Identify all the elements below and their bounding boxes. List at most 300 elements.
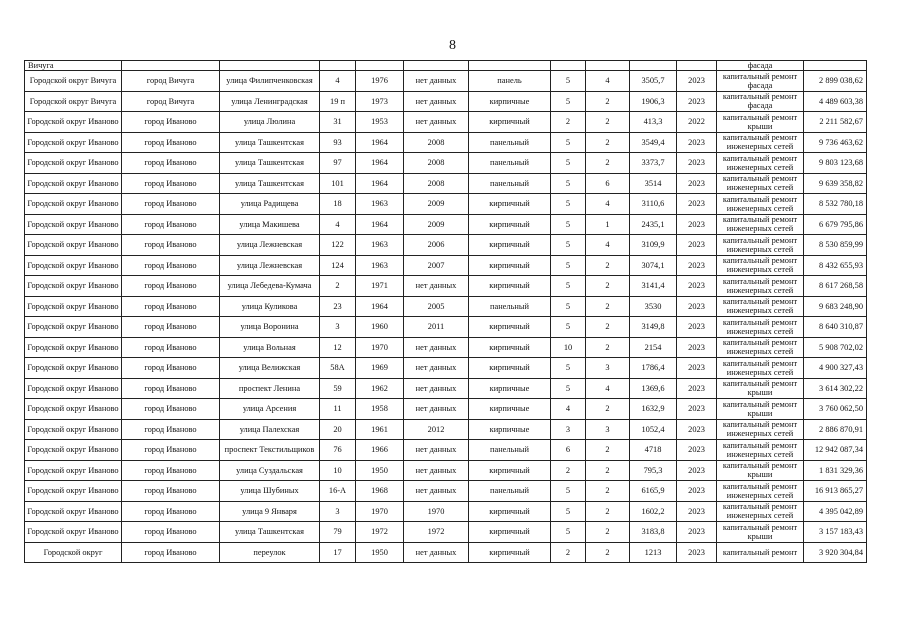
- cell-wall-material: кирпичный: [469, 501, 551, 522]
- cell-house-number: 76: [320, 440, 356, 461]
- table-row: [25, 522, 867, 543]
- cell-cost: 9 803 123,68: [804, 153, 867, 174]
- cell-cost: 4 489 603,38: [804, 91, 867, 112]
- cell-floors: 5: [551, 91, 586, 112]
- cell-work-type: капитальный ремонт инженерных сетей: [717, 255, 804, 276]
- cell-area: 3183,8: [630, 522, 677, 543]
- cell-street: улица Макишева: [220, 214, 320, 235]
- cell-cost: 2 886 870,91: [804, 419, 867, 440]
- cell-municipality: Городской округ Иваново: [25, 440, 122, 461]
- cell-municipality: Городской округ Иваново: [25, 317, 122, 338]
- cell-municipality: Городской округ Иваново: [25, 296, 122, 317]
- cell-settlement: город Иваново: [122, 337, 220, 358]
- cell-street: улица Суздальская: [220, 460, 320, 481]
- cell-plan-year: 2023: [677, 132, 717, 153]
- cell-year-built: 1970: [356, 501, 404, 522]
- cell-settlement: город Иваново: [122, 481, 220, 502]
- cell-cost: 2 211 582,67: [804, 112, 867, 133]
- cell-house-number: 2: [320, 276, 356, 297]
- cell-entrances: 2: [586, 132, 630, 153]
- cell-plan-year: 2023: [677, 276, 717, 297]
- table-row: [25, 132, 867, 153]
- cell-entrances: 4: [586, 378, 630, 399]
- cell-municipality: Городской округ Иваново: [25, 419, 122, 440]
- cell-year-built: 1950: [356, 460, 404, 481]
- cell-plan-year: 2022: [677, 112, 717, 133]
- cell-last-repair-year: нет данных: [404, 481, 469, 502]
- cell-settlement: город Иваново: [122, 296, 220, 317]
- cell-house-number: 58А: [320, 358, 356, 379]
- cell-settlement: город Иваново: [122, 378, 220, 399]
- cell-wall-material: кирпичный: [469, 194, 551, 215]
- cell-house-number: 31: [320, 112, 356, 133]
- cell-cost: 8 530 859,99: [804, 235, 867, 256]
- cell-work-type: капитальный ремонт инженерных сетей: [717, 440, 804, 461]
- cell-street: проспект Текстильщиков: [220, 440, 320, 461]
- cell-entrances: 2: [586, 440, 630, 461]
- cell-wall-material: кирпичные: [469, 419, 551, 440]
- cell-cost: 9 683 248,90: [804, 296, 867, 317]
- cell-street: проспект Ленина: [220, 378, 320, 399]
- cell-settlement: город Иваново: [122, 276, 220, 297]
- cell-year-built: 1963: [356, 194, 404, 215]
- cell-entrances: 2: [586, 276, 630, 297]
- cell-area: 3505,7: [630, 71, 677, 92]
- cell-wall-material: кирпичный: [469, 358, 551, 379]
- cell-wall-material: кирпичный: [469, 214, 551, 235]
- cell-work-type: капитальный ремонт крыши: [717, 378, 804, 399]
- cell-street: улица Палехская: [220, 419, 320, 440]
- cell-work-type: капитальный ремонт инженерных сетей: [717, 276, 804, 297]
- cell-area: 3549,4: [630, 132, 677, 153]
- table-row: [25, 358, 867, 379]
- cell-street: улица Лежневская: [220, 255, 320, 276]
- cell-settlement: город Иваново: [122, 522, 220, 543]
- cell-street: улица 9 Января: [220, 501, 320, 522]
- cell-municipality: Городской округ Иваново: [25, 276, 122, 297]
- cell-last-repair-year: нет данных: [404, 112, 469, 133]
- table-row: [25, 255, 867, 276]
- cell-area: 3141,4: [630, 276, 677, 297]
- cell-house-number: 23: [320, 296, 356, 317]
- housing-repair-table: [24, 60, 867, 563]
- cell-street: улица Филипченковская: [220, 71, 320, 92]
- cell-entrances: 2: [586, 112, 630, 133]
- table-row: [25, 460, 867, 481]
- cell-entrances: 2: [586, 337, 630, 358]
- cell-street: улица Ташкентская: [220, 153, 320, 174]
- cell-entrances: 2: [586, 91, 630, 112]
- cell-area: 1213: [630, 542, 677, 563]
- cell-settlement: город Иваново: [122, 440, 220, 461]
- cell-municipality: Городской округ Иваново: [25, 173, 122, 194]
- cell-area: 1369,6: [630, 378, 677, 399]
- cell-street: улица Вольная: [220, 337, 320, 358]
- cell-area: 3074,1: [630, 255, 677, 276]
- cell-municipality: Городской округ Иваново: [25, 235, 122, 256]
- cell-last-repair-year: нет данных: [404, 337, 469, 358]
- table-row: [25, 71, 867, 92]
- cell-area: 3373,7: [630, 153, 677, 174]
- cell-house-number: 79: [320, 522, 356, 543]
- cell-municipality: Городской округ Иваново: [25, 153, 122, 174]
- cell-plan-year: 2023: [677, 71, 717, 92]
- cell-wall-material: кирпичный: [469, 337, 551, 358]
- cell-year-built: 1964: [356, 173, 404, 194]
- cell-area: 3530: [630, 296, 677, 317]
- cell-floors: 5: [551, 194, 586, 215]
- cell-last-repair-year: 1970: [404, 501, 469, 522]
- cell-wall-material: кирпичный: [469, 542, 551, 563]
- cell-work-type: капитальный ремонт инженерных сетей: [717, 501, 804, 522]
- cell-area: 795,3: [630, 460, 677, 481]
- cell-year-built: 1964: [356, 153, 404, 174]
- cell-work-type: капитальный ремонт инженерных сетей: [717, 132, 804, 153]
- cell-work-type: капитальный ремонт инженерных сетей: [717, 153, 804, 174]
- cell-floors: 10: [551, 337, 586, 358]
- cell-house-number: 97: [320, 153, 356, 174]
- cell-entrances: 2: [586, 542, 630, 563]
- table-row: [25, 173, 867, 194]
- cell-cost: 3 920 304,84: [804, 542, 867, 563]
- cell-area: 1602,2: [630, 501, 677, 522]
- cell-plan-year: 2023: [677, 378, 717, 399]
- table-row: [25, 440, 867, 461]
- cell-year-built: 1973: [356, 91, 404, 112]
- table-row: [25, 194, 867, 215]
- cell-floors: 5: [551, 296, 586, 317]
- cell-work-type: капитальный ремонт инженерных сетей: [717, 481, 804, 502]
- table-row: [25, 296, 867, 317]
- cell-house-number: 4: [320, 214, 356, 235]
- cell-work-type: капитальный ремонт инженерных сетей: [717, 358, 804, 379]
- cell-entrances: 6: [586, 173, 630, 194]
- cell-last-repair-year: нет данных: [404, 399, 469, 420]
- cell-house-number: 16-А: [320, 481, 356, 502]
- cell-cost: 3 614 302,22: [804, 378, 867, 399]
- cell-area: 6165,9: [630, 481, 677, 502]
- cell-work-type: капитальный ремонт крыши: [717, 399, 804, 420]
- cell-municipality: Городской округ Иваново: [25, 399, 122, 420]
- cell-cost: 4 395 042,89: [804, 501, 867, 522]
- cell-floors: 5: [551, 276, 586, 297]
- cell-area: 3149,8: [630, 317, 677, 338]
- cell-floors: 2: [551, 542, 586, 563]
- cell-wall-material: кирпичный: [469, 112, 551, 133]
- cell-floors: 5: [551, 378, 586, 399]
- cell-cost: 6 679 795,86: [804, 214, 867, 235]
- cell-area: 1052,4: [630, 419, 677, 440]
- cell-year-built: 1969: [356, 358, 404, 379]
- cell-year-built: 1962: [356, 378, 404, 399]
- cell-floors: 3: [551, 419, 586, 440]
- table-row: [25, 235, 867, 256]
- cell-entrances: 2: [586, 399, 630, 420]
- cell-year-built: 1964: [356, 296, 404, 317]
- cell-work-type: капитальный ремонт инженерных сетей: [717, 235, 804, 256]
- cell-municipality: Городской округ Вичуга: [25, 71, 122, 92]
- cell-wall-material: панельный: [469, 132, 551, 153]
- cell-work-type: капитальный ремонт инженерных сетей: [717, 194, 804, 215]
- cell-settlement: город Иваново: [122, 112, 220, 133]
- cell-wall-material: кирпичные: [469, 378, 551, 399]
- cell-street: улица Лебедева-Кумача: [220, 276, 320, 297]
- cell-wall-material: панельный: [469, 153, 551, 174]
- cell-plan-year: 2023: [677, 296, 717, 317]
- cell-wall-material: кирпичные: [469, 399, 551, 420]
- cell-work-type: капитальный ремонт инженерных сетей: [717, 337, 804, 358]
- cell-cost: 8 432 655,93: [804, 255, 867, 276]
- cell-floors: 5: [551, 522, 586, 543]
- cell-house-number: 101: [320, 173, 356, 194]
- cell-plan-year: 2023: [677, 91, 717, 112]
- cell-wall-material: кирпичный: [469, 522, 551, 543]
- cell-wall-material: панельный: [469, 481, 551, 502]
- cell-wall-material: кирпичный: [469, 460, 551, 481]
- cell-cost: 16 913 865,27: [804, 481, 867, 502]
- cell-municipality: Городской округ Вичуга: [25, 91, 122, 112]
- cell-year-built: 1964: [356, 132, 404, 153]
- cell-year-built: 1964: [356, 214, 404, 235]
- cell-plan-year: 2023: [677, 501, 717, 522]
- cell-last-repair-year: 2009: [404, 194, 469, 215]
- cell-municipality: Городской округ Иваново: [25, 522, 122, 543]
- cell-settlement: город Иваново: [122, 501, 220, 522]
- cell-street: улица Велижская: [220, 358, 320, 379]
- cell-work-type: капитальный ремонт инженерных сетей: [717, 214, 804, 235]
- table-row: [25, 276, 867, 297]
- cell-street: улица Воронина: [220, 317, 320, 338]
- cell-street: переулок: [220, 542, 320, 563]
- cell-floors: 5: [551, 153, 586, 174]
- cell-cost: 12 942 087,34: [804, 440, 867, 461]
- cell-municipality: Городской округ Иваново: [25, 358, 122, 379]
- cell-entrances: 2: [586, 481, 630, 502]
- cell-year-built: 1972: [356, 522, 404, 543]
- table-row: [25, 91, 867, 112]
- cell-wall-material: кирпичный: [469, 235, 551, 256]
- cell-house-number: 18: [320, 194, 356, 215]
- cell-area: 4718: [630, 440, 677, 461]
- cell-work-type: капитальный ремонт инженерных сетей: [717, 296, 804, 317]
- cell-entrances: 2: [586, 296, 630, 317]
- table-row: [25, 214, 867, 235]
- cell-last-repair-year: 2008: [404, 132, 469, 153]
- cell-year-built: 1963: [356, 235, 404, 256]
- cell-street: улица Куликова: [220, 296, 320, 317]
- cell-municipality: Вичуга: [25, 61, 122, 71]
- table-row: [25, 481, 867, 502]
- cell-work-type: капитальный ремонт фасада: [717, 71, 804, 92]
- cell-cost: 3 157 183,43: [804, 522, 867, 543]
- cell-street: улица Арсения: [220, 399, 320, 420]
- cell-last-repair-year: нет данных: [404, 91, 469, 112]
- cell-floors: 5: [551, 173, 586, 194]
- cell-plan-year: 2023: [677, 358, 717, 379]
- cell-entrances: 4: [586, 235, 630, 256]
- cell-cost: 8 640 310,87: [804, 317, 867, 338]
- cell-plan-year: 2023: [677, 337, 717, 358]
- cell-last-repair-year: нет данных: [404, 71, 469, 92]
- cell-last-repair-year: нет данных: [404, 440, 469, 461]
- cell-entrances: 4: [586, 194, 630, 215]
- cell-settlement: город Иваново: [122, 419, 220, 440]
- cell-plan-year: 2023: [677, 419, 717, 440]
- cell-cost: 4 900 327,43: [804, 358, 867, 379]
- table-row: [25, 378, 867, 399]
- cell-house-number: 12: [320, 337, 356, 358]
- cell-municipality: Городской округ Иваново: [25, 132, 122, 153]
- cell-area: 1906,3: [630, 91, 677, 112]
- cell-settlement: город Иваново: [122, 460, 220, 481]
- cell-cost: 5 908 702,02: [804, 337, 867, 358]
- cell-floors: 4: [551, 399, 586, 420]
- cell-entrances: 2: [586, 522, 630, 543]
- cell-area: 2154: [630, 337, 677, 358]
- cell-municipality: Городской округ Иваново: [25, 481, 122, 502]
- cell-street: улица Ленинградская: [220, 91, 320, 112]
- cell-settlement: город Иваново: [122, 399, 220, 420]
- cell-settlement: город Иваново: [122, 255, 220, 276]
- cell-work-type: капитальный ремонт крыши: [717, 522, 804, 543]
- cell-plan-year: 2023: [677, 194, 717, 215]
- cell-entrances: 1: [586, 214, 630, 235]
- table-row: [25, 542, 867, 563]
- cell-house-number: 10: [320, 460, 356, 481]
- cell-wall-material: панель: [469, 71, 551, 92]
- cell-work-type: капитальный ремонт инженерных сетей: [717, 173, 804, 194]
- cell-plan-year: 2023: [677, 481, 717, 502]
- cell-floors: 5: [551, 358, 586, 379]
- cell-house-number: 4: [320, 71, 356, 92]
- cell-cost: 2 899 038,62: [804, 71, 867, 92]
- cell-plan-year: 2023: [677, 522, 717, 543]
- cell-entrances: 2: [586, 460, 630, 481]
- cell-entrances: 2: [586, 255, 630, 276]
- cell-year-built: 1971: [356, 276, 404, 297]
- cell-year-built: 1958: [356, 399, 404, 420]
- cell-floors: 5: [551, 235, 586, 256]
- cell-year-built: 1968: [356, 481, 404, 502]
- cell-cost: 8 532 780,18: [804, 194, 867, 215]
- cell-street: улица Ташкентская: [220, 173, 320, 194]
- cell-last-repair-year: 2012: [404, 419, 469, 440]
- cell-cost: 9 736 463,62: [804, 132, 867, 153]
- cell-house-number: 59: [320, 378, 356, 399]
- cell-last-repair-year: нет данных: [404, 276, 469, 297]
- cell-plan-year: 2023: [677, 255, 717, 276]
- cell-settlement: город Иваново: [122, 542, 220, 563]
- cell-wall-material: панельный: [469, 440, 551, 461]
- cell-area: 1632,9: [630, 399, 677, 420]
- cell-municipality: Городской округ: [25, 542, 122, 563]
- cell-house-number: 11: [320, 399, 356, 420]
- cell-floors: 5: [551, 214, 586, 235]
- cell-entrances: 3: [586, 358, 630, 379]
- cell-last-repair-year: нет данных: [404, 460, 469, 481]
- cell-last-repair-year: нет данных: [404, 542, 469, 563]
- cell-floors: 5: [551, 317, 586, 338]
- cell-entrances: 2: [586, 317, 630, 338]
- cell-municipality: Городской округ Иваново: [25, 194, 122, 215]
- cell-house-number: 93: [320, 132, 356, 153]
- cell-street: улица Ташкентская: [220, 132, 320, 153]
- cell-settlement: город Иваново: [122, 358, 220, 379]
- cell-house-number: 3: [320, 317, 356, 338]
- cell-house-number: 17: [320, 542, 356, 563]
- cell-entrances: 2: [586, 501, 630, 522]
- cell-municipality: Городской округ Иваново: [25, 214, 122, 235]
- cell-work-type: фасада: [717, 61, 804, 71]
- cell-area: 2435,1: [630, 214, 677, 235]
- cell-settlement: город Вичуга: [122, 71, 220, 92]
- cell-plan-year: 2023: [677, 214, 717, 235]
- cell-year-built: 1961: [356, 419, 404, 440]
- cell-floors: 5: [551, 132, 586, 153]
- cell-house-number: 20: [320, 419, 356, 440]
- cell-settlement: город Вичуга: [122, 91, 220, 112]
- cell-last-repair-year: нет данных: [404, 378, 469, 399]
- cell-plan-year: 2023: [677, 542, 717, 563]
- cell-year-built: 1960: [356, 317, 404, 338]
- cell-plan-year: 2023: [677, 317, 717, 338]
- cell-municipality: Городской округ Иваново: [25, 460, 122, 481]
- cell-floors: 5: [551, 481, 586, 502]
- cell-municipality: Городской округ Иваново: [25, 255, 122, 276]
- cell-last-repair-year: 2011: [404, 317, 469, 338]
- cell-floors: 2: [551, 460, 586, 481]
- cell-last-repair-year: нет данных: [404, 358, 469, 379]
- cell-entrances: 2: [586, 153, 630, 174]
- cell-settlement: город Иваново: [122, 317, 220, 338]
- cell-settlement: город Иваново: [122, 194, 220, 215]
- cell-house-number: 19 п: [320, 91, 356, 112]
- cell-street: улица Шубиных: [220, 481, 320, 502]
- cell-wall-material: кирпичные: [469, 91, 551, 112]
- cell-floors: 5: [551, 255, 586, 276]
- cell-plan-year: 2023: [677, 440, 717, 461]
- table-row: [25, 337, 867, 358]
- cell-area: 3109,9: [630, 235, 677, 256]
- cell-floors: 5: [551, 501, 586, 522]
- cell-floors: 5: [551, 71, 586, 92]
- cell-cost: 3 760 062,50: [804, 399, 867, 420]
- cell-last-repair-year: 2006: [404, 235, 469, 256]
- cell-floors: 6: [551, 440, 586, 461]
- cell-wall-material: кирпичный: [469, 255, 551, 276]
- cell-area: 3110,6: [630, 194, 677, 215]
- cell-last-repair-year: 2008: [404, 173, 469, 194]
- cell-work-type: капитальный ремонт: [717, 542, 804, 563]
- cell-year-built: 1953: [356, 112, 404, 133]
- cell-street: улица Ташкентская: [220, 522, 320, 543]
- cell-entrances: 3: [586, 419, 630, 440]
- cell-street: улица Радищева: [220, 194, 320, 215]
- cell-municipality: Городской округ Иваново: [25, 112, 122, 133]
- cell-cost: 1 831 329,36: [804, 460, 867, 481]
- cell-year-built: 1966: [356, 440, 404, 461]
- cell-area: 3514: [630, 173, 677, 194]
- cell-last-repair-year: 1972: [404, 522, 469, 543]
- page-number: 8: [449, 38, 456, 53]
- cell-settlement: город Иваново: [122, 235, 220, 256]
- cell-municipality: Городской округ Иваново: [25, 337, 122, 358]
- table-row: [25, 419, 867, 440]
- cell-year-built: 1950: [356, 542, 404, 563]
- cell-wall-material: кирпичный: [469, 276, 551, 297]
- cell-wall-material: панельный: [469, 173, 551, 194]
- cell-last-repair-year: 2008: [404, 153, 469, 174]
